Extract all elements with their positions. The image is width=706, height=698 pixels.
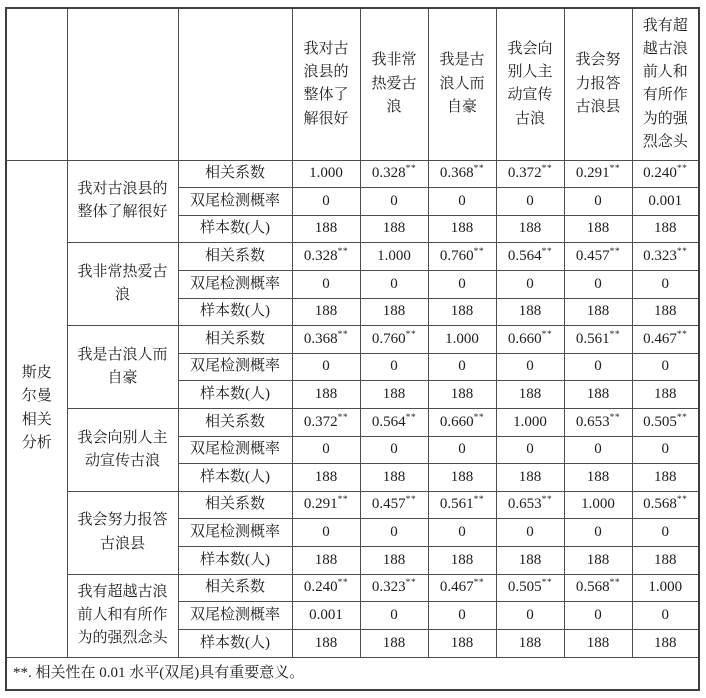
n-value-cell bbox=[292, 464, 360, 492]
cell-value: 0 bbox=[594, 358, 602, 375]
sig-value-cell bbox=[292, 436, 360, 464]
cell-value: 0.505 bbox=[507, 579, 542, 596]
n-value-cell bbox=[564, 298, 632, 326]
cell-value: 0.568 bbox=[575, 579, 610, 596]
spearman-correlation-section bbox=[5, 7, 700, 691]
sig-value-cell bbox=[632, 519, 699, 547]
statistic-label: 样本数(人) bbox=[178, 298, 292, 326]
table-row bbox=[6, 491, 699, 519]
cell-value: 0 bbox=[322, 441, 330, 458]
cell-value: 188 bbox=[382, 551, 406, 568]
corner-cell-variable bbox=[67, 8, 178, 160]
sig-value-cell bbox=[496, 436, 564, 464]
cell-value: 188 bbox=[382, 386, 406, 403]
cell-value: 0 bbox=[322, 192, 330, 209]
corr-value-cell bbox=[360, 326, 428, 354]
cell-value: 0 bbox=[661, 441, 669, 458]
cell-value: 0 bbox=[322, 524, 330, 541]
cell-value: 0.568 bbox=[643, 496, 677, 513]
n-value-cell bbox=[564, 629, 632, 657]
n-value-cell bbox=[632, 629, 699, 657]
corr-value-cell bbox=[292, 491, 360, 519]
cell-value: 0.653 bbox=[575, 413, 610, 430]
corr-value-cell bbox=[360, 574, 428, 602]
sig-value-cell bbox=[292, 602, 360, 630]
n-value-cell bbox=[428, 215, 496, 243]
n-value-cell bbox=[496, 629, 564, 657]
cell-value: 0 bbox=[526, 275, 534, 292]
cell-value: 188 bbox=[586, 303, 610, 320]
sig-value-cell bbox=[564, 519, 632, 547]
cell-value: 0 bbox=[526, 192, 534, 209]
analysis-type-label: 斯皮尔曼相关分析 bbox=[6, 160, 67, 657]
variable-row-label: 我会努力报答古浪县 bbox=[67, 491, 178, 574]
statistic-label: 相关系数 bbox=[178, 574, 292, 602]
corr-value-cell bbox=[564, 243, 632, 271]
cell-value: 0.660 bbox=[439, 413, 474, 430]
table-row bbox=[6, 574, 699, 602]
significance-stars: ** bbox=[337, 412, 349, 423]
variable-row-label: 我是古浪人而自豪 bbox=[67, 326, 178, 409]
n-value-cell bbox=[496, 298, 564, 326]
sig-value-cell bbox=[292, 353, 360, 381]
cell-value: 0 bbox=[322, 275, 330, 292]
cell-value: 0 bbox=[390, 524, 398, 541]
cell-value: 1.000 bbox=[377, 248, 411, 264]
significance-stars: ** bbox=[337, 495, 349, 506]
corr-value-cell bbox=[632, 160, 699, 188]
n-value-cell bbox=[564, 547, 632, 575]
cell-value: 0.323 bbox=[643, 248, 677, 264]
cell-value: 0.323 bbox=[371, 579, 406, 596]
variable-row-label: 我有超越古浪前人和有所作为的强烈念头 bbox=[67, 574, 178, 657]
cell-value: 188 bbox=[382, 468, 406, 485]
column-header: 我会努力报答古浪县 bbox=[564, 8, 632, 160]
cell-value: 0.561 bbox=[575, 330, 610, 347]
significance-stars: ** bbox=[541, 578, 553, 589]
cell-value: 188 bbox=[450, 551, 474, 568]
cell-value: 1.000 bbox=[648, 579, 683, 596]
corr-value-cell bbox=[292, 574, 360, 602]
corr-value-cell bbox=[428, 326, 496, 354]
sig-value-cell bbox=[292, 519, 360, 547]
cell-value: 0.372 bbox=[507, 165, 542, 182]
cell-value: 0.291 bbox=[575, 165, 610, 182]
corr-value-cell bbox=[292, 243, 360, 271]
corr-value-cell bbox=[428, 574, 496, 602]
table-header bbox=[6, 8, 699, 160]
cell-value: 0 bbox=[526, 441, 534, 458]
sig-value-cell bbox=[564, 602, 632, 630]
cell-value: 188 bbox=[586, 634, 610, 651]
statistic-label: 相关系数 bbox=[178, 326, 292, 354]
n-value-cell bbox=[360, 215, 428, 243]
sig-value-cell bbox=[496, 353, 564, 381]
corr-value-cell bbox=[496, 574, 564, 602]
cell-value: 1.000 bbox=[513, 413, 547, 430]
n-value-cell bbox=[632, 298, 699, 326]
footnote-row bbox=[6, 657, 699, 690]
n-value-cell bbox=[564, 464, 632, 492]
statistic-label: 样本数(人) bbox=[178, 629, 292, 657]
cell-value: 0 bbox=[322, 358, 330, 375]
significance-stars: ** bbox=[609, 329, 621, 340]
table-body bbox=[6, 160, 699, 657]
cell-value: 0.760 bbox=[439, 248, 474, 264]
cell-value: 0 bbox=[390, 606, 398, 623]
statistic-label: 样本数(人) bbox=[178, 547, 292, 575]
significance-stars: ** bbox=[609, 578, 621, 589]
column-header: 我是古浪人而自豪 bbox=[428, 8, 496, 160]
cell-value: 188 bbox=[518, 468, 542, 485]
cell-value: 0.467 bbox=[643, 330, 677, 347]
cell-value: 0 bbox=[390, 358, 398, 375]
n-value-cell bbox=[428, 298, 496, 326]
corr-value-cell bbox=[360, 243, 428, 271]
header-row bbox=[6, 8, 699, 160]
cell-value: 188 bbox=[450, 634, 474, 651]
significance-stars: ** bbox=[405, 495, 417, 506]
cell-value: 188 bbox=[654, 386, 677, 403]
corr-value-cell bbox=[428, 243, 496, 271]
n-value-cell bbox=[564, 381, 632, 409]
corr-value-cell bbox=[632, 574, 699, 602]
corr-value-cell bbox=[292, 160, 360, 188]
statistic-label: 相关系数 bbox=[178, 160, 292, 188]
sig-value-cell bbox=[428, 436, 496, 464]
cell-value: 188 bbox=[586, 386, 610, 403]
significance-stars: ** bbox=[676, 164, 688, 175]
cell-value: 188 bbox=[314, 303, 338, 320]
sig-value-cell bbox=[428, 519, 496, 547]
statistic-label: 双尾检测概率 bbox=[178, 519, 292, 547]
cell-value: 0 bbox=[390, 275, 398, 292]
sig-value-cell bbox=[564, 436, 632, 464]
n-value-cell bbox=[632, 215, 699, 243]
significance-stars: ** bbox=[676, 412, 688, 423]
significance-stars: ** bbox=[609, 164, 621, 175]
cell-value: 188 bbox=[654, 468, 677, 485]
significance-stars: ** bbox=[541, 329, 553, 340]
corr-value-cell bbox=[632, 408, 699, 436]
cell-value: 188 bbox=[518, 634, 542, 651]
cell-value: 188 bbox=[382, 634, 406, 651]
corr-value-cell bbox=[564, 326, 632, 354]
sig-value-cell bbox=[428, 353, 496, 381]
table-footer bbox=[6, 657, 699, 690]
sig-value-cell bbox=[632, 436, 699, 464]
sig-value-cell bbox=[428, 270, 496, 298]
corr-value-cell bbox=[564, 491, 632, 519]
sig-value-cell bbox=[428, 602, 496, 630]
corr-value-cell bbox=[360, 408, 428, 436]
cell-value: 188 bbox=[654, 303, 677, 320]
corr-value-cell bbox=[496, 408, 564, 436]
n-value-cell bbox=[292, 298, 360, 326]
cell-value: 188 bbox=[314, 468, 338, 485]
corr-value-cell bbox=[292, 408, 360, 436]
sig-value-cell bbox=[360, 602, 428, 630]
statistic-label: 双尾检测概率 bbox=[178, 436, 292, 464]
cell-value: 188 bbox=[586, 220, 610, 237]
n-value-cell bbox=[292, 215, 360, 243]
significance-stars: ** bbox=[676, 495, 688, 506]
sig-value-cell bbox=[632, 353, 699, 381]
cell-value: 0.660 bbox=[507, 330, 542, 347]
variable-row-label: 我对古浪县的整体了解很好 bbox=[67, 160, 178, 243]
cell-value: 0 bbox=[458, 524, 466, 541]
cell-value: 188 bbox=[382, 303, 406, 320]
significance-stars: ** bbox=[473, 412, 485, 423]
sig-value-cell bbox=[496, 602, 564, 630]
n-value-cell bbox=[428, 547, 496, 575]
cell-value: 0.372 bbox=[303, 413, 338, 430]
cell-value: 0 bbox=[594, 606, 602, 623]
cell-value: 188 bbox=[518, 303, 542, 320]
cell-value: 188 bbox=[314, 551, 338, 568]
corner-cell-statistic bbox=[178, 8, 292, 160]
sig-value-cell bbox=[496, 519, 564, 547]
corr-value-cell bbox=[496, 326, 564, 354]
sig-value-cell bbox=[360, 519, 428, 547]
corner-cell-analysis bbox=[6, 8, 67, 160]
cell-value: 0.291 bbox=[303, 496, 338, 513]
table-row bbox=[6, 326, 699, 354]
cell-value: 188 bbox=[314, 386, 338, 403]
n-value-cell bbox=[292, 381, 360, 409]
cell-value: 0 bbox=[661, 524, 669, 541]
n-value-cell bbox=[360, 547, 428, 575]
corr-value-cell bbox=[292, 326, 360, 354]
significance-stars: ** bbox=[541, 495, 553, 506]
cell-value: 188 bbox=[450, 468, 474, 485]
cell-value: 0.564 bbox=[507, 248, 542, 264]
n-value-cell bbox=[292, 629, 360, 657]
significance-stars: ** bbox=[609, 412, 621, 423]
corr-value-cell bbox=[632, 326, 699, 354]
corr-value-cell bbox=[632, 243, 699, 271]
cell-value: 0.328 bbox=[371, 165, 406, 182]
n-value-cell bbox=[428, 629, 496, 657]
cell-value: 188 bbox=[450, 220, 474, 237]
column-header: 我有超越古浪前人和有所作为的强烈念头 bbox=[632, 8, 699, 160]
corr-value-cell bbox=[564, 408, 632, 436]
corr-value-cell bbox=[428, 160, 496, 188]
cell-value: 0 bbox=[661, 606, 669, 623]
cell-value: 0.240 bbox=[303, 579, 338, 596]
cell-value: 1.000 bbox=[445, 330, 479, 347]
cell-value: 0 bbox=[661, 358, 669, 375]
variable-row-label: 我非常热爱古浪 bbox=[67, 243, 178, 326]
significance-stars: ** bbox=[473, 495, 485, 506]
cell-value: 188 bbox=[314, 634, 338, 651]
sig-value-cell bbox=[632, 602, 699, 630]
cell-value: 0.328 bbox=[303, 248, 338, 264]
corr-value-cell bbox=[428, 491, 496, 519]
significance-stars: ** bbox=[405, 164, 417, 175]
cell-value: 0 bbox=[458, 606, 466, 623]
cell-value: 188 bbox=[450, 303, 474, 320]
significance-stars: ** bbox=[405, 329, 417, 340]
cell-value: 0.368 bbox=[303, 330, 338, 347]
cell-value: 0 bbox=[526, 358, 534, 375]
variable-row-label: 我会向别人主动宣传古浪 bbox=[67, 408, 178, 491]
cell-value: 0.001 bbox=[648, 192, 683, 209]
correlation-table bbox=[5, 7, 700, 691]
n-value-cell bbox=[360, 629, 428, 657]
cell-value: 188 bbox=[654, 551, 677, 568]
n-value-cell bbox=[360, 464, 428, 492]
cell-value: 0 bbox=[458, 192, 466, 209]
n-value-cell bbox=[632, 464, 699, 492]
sig-value-cell bbox=[292, 270, 360, 298]
significance-stars: ** bbox=[676, 247, 688, 257]
cell-value: 0 bbox=[594, 192, 602, 209]
cell-value: 0 bbox=[458, 358, 466, 375]
cell-value: 1.000 bbox=[581, 496, 615, 513]
cell-value: 188 bbox=[450, 386, 474, 403]
cell-value: 0.653 bbox=[507, 496, 542, 513]
sig-value-cell bbox=[496, 270, 564, 298]
cell-value: 0.368 bbox=[439, 165, 474, 182]
significance-stars: ** bbox=[609, 247, 621, 257]
n-value-cell bbox=[496, 547, 564, 575]
sig-value-cell bbox=[564, 270, 632, 298]
cell-value: 0.505 bbox=[643, 413, 677, 430]
sig-value-cell bbox=[632, 270, 699, 298]
cell-value: 0 bbox=[390, 192, 398, 209]
n-value-cell bbox=[496, 464, 564, 492]
cell-value: 0 bbox=[594, 275, 602, 292]
cell-value: 0.457 bbox=[575, 248, 610, 264]
cell-value: 0 bbox=[458, 275, 466, 292]
column-header: 我对古浪县的整体了解很好 bbox=[292, 8, 360, 160]
cell-value: 188 bbox=[314, 220, 338, 237]
significance-stars: ** bbox=[473, 578, 485, 589]
corr-value-cell bbox=[496, 160, 564, 188]
corr-value-cell bbox=[632, 491, 699, 519]
cell-value: 188 bbox=[654, 220, 677, 237]
sig-value-cell bbox=[564, 188, 632, 216]
cell-value: 0 bbox=[594, 441, 602, 458]
statistic-label: 样本数(人) bbox=[178, 215, 292, 243]
table-row bbox=[6, 243, 699, 271]
statistic-label: 相关系数 bbox=[178, 408, 292, 436]
cell-value: 188 bbox=[586, 551, 610, 568]
significance-stars: ** bbox=[337, 329, 349, 340]
cell-value: 188 bbox=[518, 386, 542, 403]
n-value-cell bbox=[428, 464, 496, 492]
cell-value: 188 bbox=[518, 551, 542, 568]
significance-stars: ** bbox=[337, 578, 349, 589]
sig-value-cell bbox=[496, 188, 564, 216]
statistic-label: 相关系数 bbox=[178, 491, 292, 519]
n-value-cell bbox=[564, 215, 632, 243]
cell-value: 0 bbox=[661, 275, 669, 292]
significance-stars: ** bbox=[405, 412, 417, 423]
significance-stars: ** bbox=[541, 164, 553, 175]
sig-value-cell bbox=[360, 436, 428, 464]
cell-value: 188 bbox=[654, 634, 677, 651]
n-value-cell bbox=[632, 381, 699, 409]
cell-value: 0.760 bbox=[371, 330, 406, 347]
sig-value-cell bbox=[360, 188, 428, 216]
sig-value-cell bbox=[564, 353, 632, 381]
table-row bbox=[6, 160, 699, 188]
cell-value: 0.457 bbox=[371, 496, 406, 513]
n-value-cell bbox=[496, 215, 564, 243]
n-value-cell bbox=[428, 381, 496, 409]
cell-value: 1.000 bbox=[309, 165, 343, 182]
significance-stars: ** bbox=[337, 247, 349, 257]
sig-value-cell bbox=[360, 270, 428, 298]
corr-value-cell bbox=[564, 574, 632, 602]
cell-value: 188 bbox=[382, 220, 406, 237]
cell-value: 0 bbox=[390, 441, 398, 458]
statistic-label: 双尾检测概率 bbox=[178, 353, 292, 381]
corr-value-cell bbox=[496, 491, 564, 519]
sig-value-cell bbox=[632, 188, 699, 216]
n-value-cell bbox=[292, 547, 360, 575]
cell-value: 0.240 bbox=[643, 165, 677, 182]
statistic-label: 样本数(人) bbox=[178, 381, 292, 409]
cell-value: 0 bbox=[526, 606, 534, 623]
cell-value: 0 bbox=[526, 524, 534, 541]
significance-stars: ** bbox=[676, 329, 688, 340]
cell-value: 188 bbox=[586, 468, 610, 485]
n-value-cell bbox=[360, 381, 428, 409]
n-value-cell bbox=[496, 381, 564, 409]
corr-value-cell bbox=[428, 408, 496, 436]
n-value-cell bbox=[632, 547, 699, 575]
table-row bbox=[6, 408, 699, 436]
significance-stars: ** bbox=[541, 247, 553, 257]
sig-value-cell bbox=[360, 353, 428, 381]
sig-value-cell bbox=[292, 188, 360, 216]
column-header: 我非常热爱古浪 bbox=[360, 8, 428, 160]
statistic-label: 样本数(人) bbox=[178, 464, 292, 492]
cell-value: 0.001 bbox=[309, 606, 343, 623]
significance-stars: ** bbox=[473, 247, 485, 257]
statistic-label: 双尾检测概率 bbox=[178, 602, 292, 630]
cell-value: 0 bbox=[458, 441, 466, 458]
significance-stars: ** bbox=[473, 164, 485, 175]
column-header: 我会向别人主动宣传古浪 bbox=[496, 8, 564, 160]
significance-stars: ** bbox=[405, 578, 417, 589]
statistic-label: 双尾检测概率 bbox=[178, 188, 292, 216]
statistic-label: 相关系数 bbox=[178, 243, 292, 271]
corr-value-cell bbox=[496, 243, 564, 271]
corr-value-cell bbox=[360, 491, 428, 519]
sig-value-cell bbox=[428, 188, 496, 216]
cell-value: 0.561 bbox=[439, 496, 474, 513]
corr-value-cell bbox=[564, 160, 632, 188]
statistic-label: 双尾检测概率 bbox=[178, 270, 292, 298]
cell-value: 0.564 bbox=[371, 413, 406, 430]
n-value-cell bbox=[360, 298, 428, 326]
significance-footnote: **. 相关性在 0.01 水平(双尾)具有重要意义。 bbox=[6, 657, 699, 690]
cell-value: 0.467 bbox=[439, 579, 474, 596]
cell-value: 188 bbox=[518, 220, 542, 237]
cell-value: 0 bbox=[594, 524, 602, 541]
corr-value-cell bbox=[360, 160, 428, 188]
